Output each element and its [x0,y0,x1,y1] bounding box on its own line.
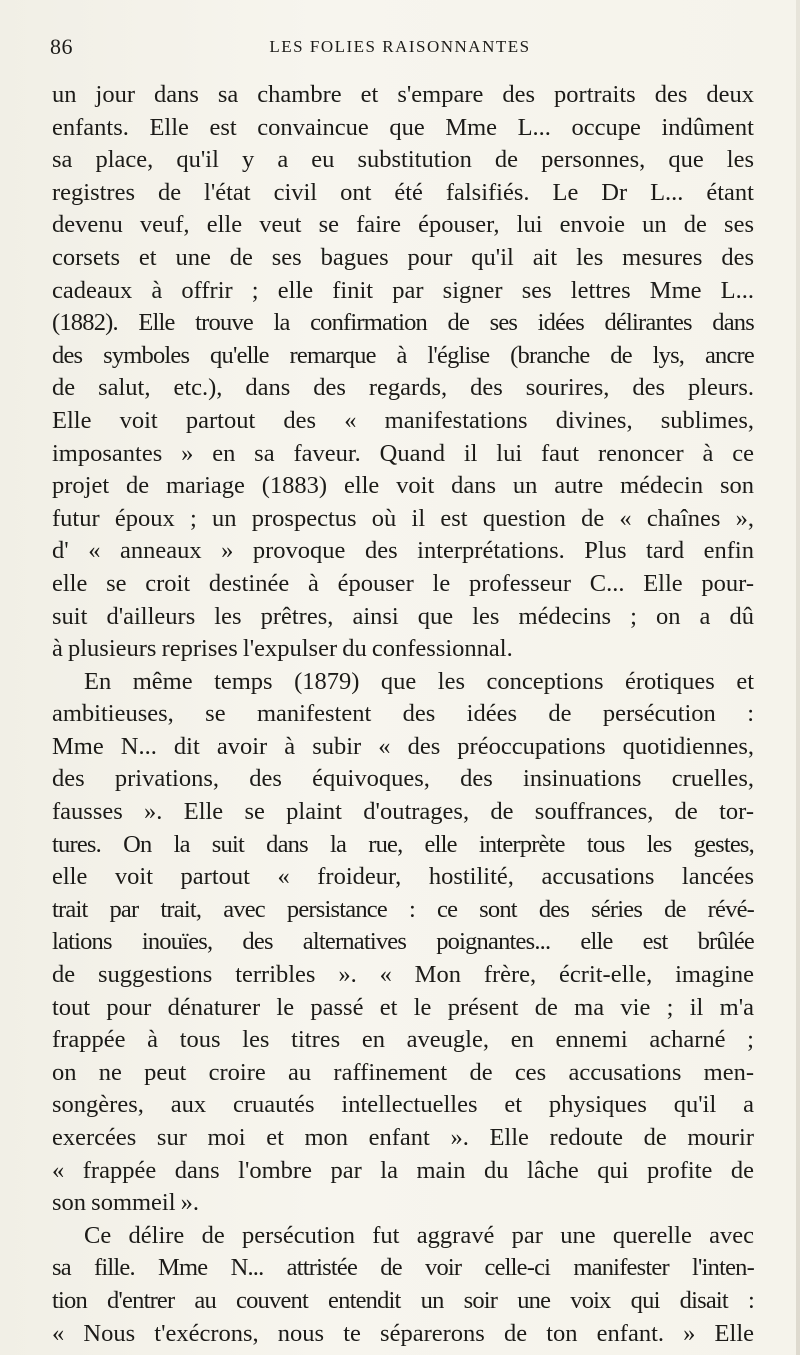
paragraph [52,79,754,666]
page-edge [796,0,800,1355]
text-line: « Nous t'exécrons, nous te séparerons de ton enfant. » Elle [52,1319,754,1347]
text-line: imposantes » en sa faveur. Quand il lui faut renoncer à ce [52,439,754,467]
text-line: exercées sur moi et mon enfant ». Elle redoute de mourir [52,1124,754,1151]
text-line: de suggestions terribles ». « Mon frère, écrit-elle, imagine [52,961,754,989]
text-line: sa place, qu'il y a eu substitution de personnes, que les [52,146,754,174]
text-line: à plusieurs reprises l'expulser du confessionnal. [52,635,513,663]
text-line: elle voit partout « froideur, hostilité, accusations lancées [52,863,754,891]
page-number: 86 [50,34,73,59]
running-title: LES FOLIES RAISONNANTES [269,37,531,56]
text-line: projet de mariage (1883) elle voit dans un autre médecin son [52,472,754,500]
text-line: devenu veuf, elle veut se faire épouser, lui envoie un de ses [52,211,754,239]
text-line: corsets et une de ses bagues pour qu'il ait les mesures des [52,243,754,271]
text-line: enfants. Elle est convaincue que Mme L... occupe indûment [52,113,754,141]
text-line: son sommeil ». [52,1189,200,1217]
text-line: registres de l'état civil ont été falsifiés. Le Dr L... étant [52,178,754,206]
text-line: des symboles qu'elle remarque à l'église (branche de lys, ancre [52,341,754,369]
text-line: un jour dans sa chambre et s'empare des portraits des deux [52,81,754,108]
text-line: Mme N... dit avoir à subir « des préoccupations quotidiennes, [52,732,754,760]
text-line: « frappée dans l'ombre par la main du lâche qui profite de [52,1156,754,1184]
text-line: on ne peut croire au raffinement de ces accusations men- [52,1058,754,1086]
text-line: futur époux ; un prospectus où il est question de « chaînes », [52,504,754,532]
text-line: cadeaux à offrir ; elle finit par signer ses lettres Mme L... [52,276,754,304]
paragraph [52,1220,754,1350]
text-line: songères, aux cruautés intellectuelles et physiques qu'il a [52,1091,754,1119]
text-line: tures. On la suit dans la rue, elle interprète tous les gestes, [52,830,754,858]
text-line: de salut, etc.), dans des regards, des sourires, des pleurs. [52,374,754,402]
text-line: d' « anneaux » provoque des interprétations. Plus tard enfin [52,537,754,565]
text-line: Ce délire de persécution fut aggravé par une querelle avec [84,1221,754,1249]
text-line: En même temps (1879) que les conceptions érotiques et [84,667,754,695]
text-line: tion d'entrer au couvent entendit un soir une voix qui disait : [52,1286,754,1314]
text-line: sa fille. Mme N... attristée de voir celle-ci manifester l'inten- [52,1254,754,1282]
text-line: trait par trait, avec persistance : ce sont des séries de révé- [52,895,754,923]
text-line: tout pour dénaturer le passé et le présent de ma vie ; il m'a [52,993,754,1021]
text-line: lations inouïes, des alternatives poignantes... elle est brûlée [52,928,754,956]
text-line: des privations, des équivoques, des insinuations cruelles, [52,765,754,793]
text-line: (1882). Elle trouve la confirmation de ses idées délirantes dans [52,309,754,337]
text-line: ambitieuses, se manifestent des idées de persécution : [52,700,754,728]
text-line: Elle voit partout des « manifestations divines, sublimes, [52,406,754,434]
paragraph [52,666,754,1220]
text-line: frappée à tous les titres en aveugle, en ennemi acharné ; [52,1026,754,1054]
page-header [50,34,750,64]
body-text [52,79,754,1350]
text-line: fausses ». Elle se plaint d'outrages, de souffrances, de tor- [52,798,754,826]
text-line: suit d'ailleurs les prêtres, ainsi que les médecins ; on a dû [52,602,754,630]
text-line: elle se croit destinée à épouser le professeur C... Elle pour- [52,569,754,597]
